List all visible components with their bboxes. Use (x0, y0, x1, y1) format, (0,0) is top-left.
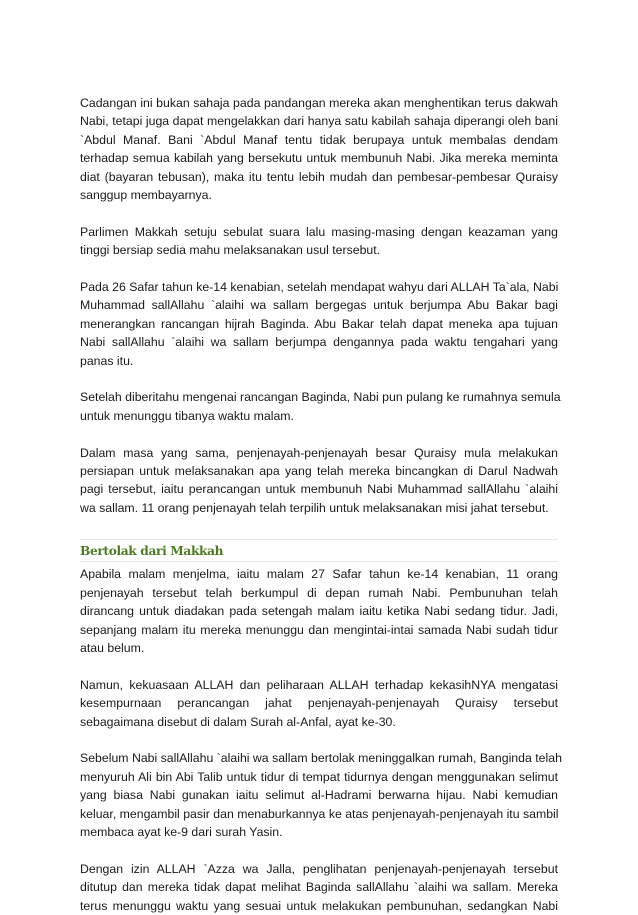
paragraph (80, 223, 558, 260)
paragraph-gap (80, 731, 558, 749)
paragraph-line: sanggup membayarnya. (80, 188, 212, 203)
paragraph-gap (80, 657, 558, 675)
paragraph-line: penjenayah tersebut telah berkumpul di depan rumah Nabi. Pembunuhan telah (80, 585, 558, 600)
paragraph-line: `Abdul Manaf. Bani `Abdul Manaf tentu tidak berupaya untuk membalas dendam (80, 132, 558, 147)
document-body (80, 94, 562, 915)
paragraph (80, 749, 562, 841)
paragraph-gap (80, 260, 558, 278)
section-gap (80, 517, 558, 539)
paragraph-line: Dalam masa yang sama, penjenayah-penjenayah besar Quraisy mula melakukan (80, 445, 558, 460)
paragraph-line: sebagaimana disebut di dalam Surah al-Anfal, ayat ke-30. (80, 714, 396, 729)
paragraph-line: yang biasa Nabi gunakan iaitu selimut al-Hadrami berwarna hijau. Nabi kemudian (80, 788, 558, 803)
paragraph-line: wa sallam. 11 orang penjenayah telah terpilih untuk melaksanakan misi jahat tersebut. (80, 500, 549, 515)
paragraph-line: Apabila malam menjelma, iaitu malam 27 Safar tahun ke-14 kenabian, 11 orang (80, 567, 558, 582)
paragraph-line: persiapan untuk melaksanakan apa yang telah mereka bincangkan di Darul Nadwah (80, 464, 558, 479)
paragraph-line: keluar, mengambil pasir dan menaburkannya ke atas penjenayah-penjenayah itu sambil (80, 806, 559, 821)
paragraph-line: menerangkan rancangan hijrah Baginda. Abu Bakar telah dapat meneka apa tujuan (80, 316, 558, 331)
paragraph-line: Setelah diberitahu mengenai rancangan Baginda, Nabi pun pulang ke rumahnya semula (80, 390, 561, 405)
paragraph-line: panas itu. (80, 353, 134, 368)
paragraph-line: membaca ayat ke-9 dari surah Yasin. (80, 824, 283, 839)
paragraph-line: sepanjang malam itu mereka menunggu dan mengintai-intai samada Nabi sudah tidur (80, 622, 558, 637)
section-heading: Bertolak dari Makkah (80, 544, 224, 559)
paragraph-line: diat (bayaran tebusan), maka itu tentu lebih mudah dan pembesar-pembesar Quraisy (80, 169, 558, 184)
paragraph (80, 388, 561, 425)
paragraph-line: atau belum. (80, 640, 145, 655)
paragraph-line: Pada 26 Safar tahun ke-14 kenabian, setelah mendapat wahyu dari ALLAH Ta`ala, Nabi (80, 280, 559, 295)
paragraph-line: Nabi, tetapi juga dapat mengelakkan dari hanya satu kabilah sahaja diperangi oleh bani (80, 114, 558, 129)
paragraph-line: ditutup dan mereka tidak dapat melihat Baginda sallAllahu `alaihi wa sallam. Mereka (80, 880, 558, 895)
paragraph-line: terhadap semua kabilah yang bersekutu untuk membunuh Nabi. Jika mereka meminta (80, 151, 558, 166)
paragraph-line: Muhammad sallAllahu `alaihi wa sallam bergegas untuk berjumpa Abu Bakar bagi (80, 298, 558, 313)
paragraph-line: untuk menunggu tibanya waktu malam. (80, 408, 294, 423)
paragraph-line: Parlimen Makkah setuju sebulat suara lalu masing-masing dengan keazaman yang (80, 224, 558, 239)
paragraph (80, 565, 558, 657)
paragraph (80, 860, 558, 915)
paragraph-gap (80, 841, 558, 859)
paragraph (80, 676, 558, 731)
paragraph-gap (80, 425, 558, 443)
paragraph-line: tinggi bersiap sedia mahu melaksanakan usul tersebut. (80, 243, 381, 258)
paragraph-line: Cadangan ini bukan sahaja pada pandangan mereka akan menghentikan terus dakwah (80, 96, 558, 110)
paragraph-line: pagi tersebut, iaitu perancangan untuk membunuh Nabi Muhammad sallAllahu `alaihi (80, 482, 558, 497)
paragraph (80, 278, 558, 370)
section-heading-bar (80, 539, 558, 562)
paragraph-gap (80, 204, 558, 222)
paragraph-line: kesempurnaan perancangan jahat penjenayah-penjenayah Quraisy tersebut (80, 696, 558, 711)
paragraph-gap (80, 370, 558, 388)
paragraph-line: Nabi sallAllahu `alaihi wa sallam berjumpa dengannya pada waktu tengahari yang (80, 335, 558, 350)
paragraph-line: Dengan izin ALLAH `Azza wa Jalla, penglihatan penjenayah-penjenayah tersebut (80, 861, 558, 876)
paragraph (80, 444, 558, 518)
paragraph-line: dirancang untuk diadakan pada setengah malam iaitu ketika Nabi sedang tidur. Jadi, (80, 604, 558, 619)
paragraph-line: menyuruh Ali bin Abi Talib untuk tidur di tempat tidurnya dengan menggunakan selimut (80, 769, 558, 784)
paragraph-line: Namun, kekuasaan ALLAH dan peliharaan ALLAH terhadap kekasihNYA mengatasi (80, 677, 558, 692)
paragraph-line: Sebelum Nabi sallAllahu `alaihi wa sallam bertolak meninggalkan rumah, Banginda telah (80, 751, 562, 766)
paragraph (80, 94, 558, 204)
paragraph-line: terus menunggu waktu yang sesuai untuk melakukan pembunuhan, sedangkan Nabi (80, 898, 558, 913)
